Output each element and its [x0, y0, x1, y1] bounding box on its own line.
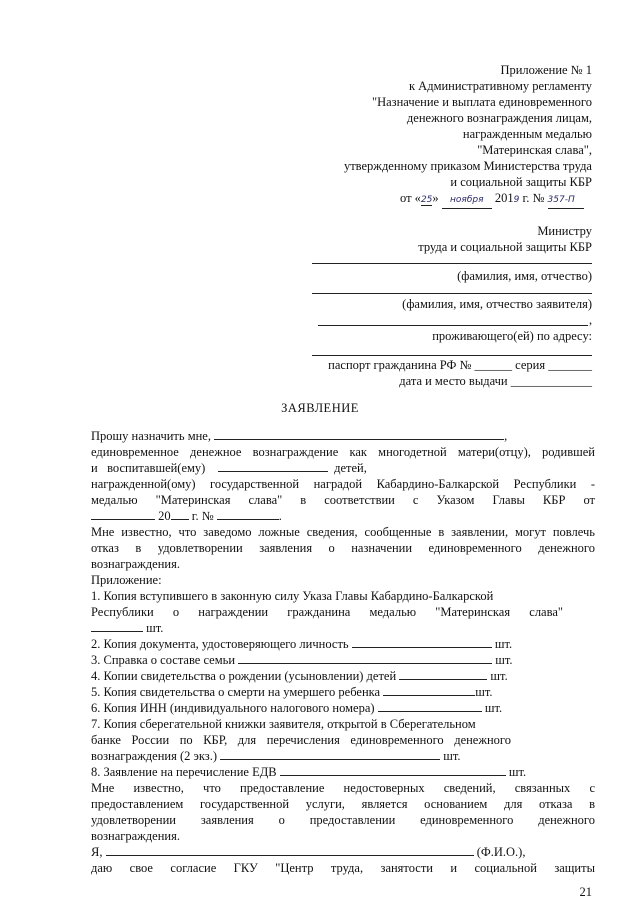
attachment-7-line-1: 7. Копия сберегательной книжки заявителя, открытой в Сберегательном [91, 717, 476, 731]
body-line-7: Мне известно, что заведомо ложные сведения, сообщенные в заявлении, могут повлечь [91, 525, 595, 539]
attachment-2: 2. Копия документа, удостоверяющего личность шт. [91, 637, 513, 651]
header-line: "Назначение и выплата единовременного [371, 95, 592, 109]
name-blank[interactable] [214, 428, 504, 440]
addressee-line2: труда и социальной защиты КБР [418, 240, 592, 254]
handwritten-number: 357-П [548, 192, 584, 209]
header-line: к Административному регламенту [408, 79, 592, 93]
page-number: 21 [579, 885, 592, 899]
comma: , [589, 313, 593, 327]
header-line: "Материнская слава", [477, 143, 592, 157]
applicant-fio-blank[interactable] [312, 293, 592, 294]
attachment-6: 6. Копия ИНН (индивидуального налогового номера) шт. [91, 701, 503, 715]
notice-line-1: Мне известно, что предоставление недостоверных сведений, связанных с [91, 781, 595, 795]
fio-blank[interactable] [312, 263, 592, 264]
consent-fio-blank[interactable] [106, 844, 474, 856]
children-count-blank[interactable] [218, 460, 328, 472]
body-line-8: отказ в удовлетворении заявления о назначении единовременного денежного [91, 541, 595, 555]
attachment-4: 4. Копии свидетельства о рождении (усыновлении) детей шт. [91, 669, 508, 683]
residing-caption: проживающего(ей) по адресу: [432, 329, 592, 343]
header-line: денежного вознаграждения лицам, [406, 111, 592, 125]
attachment-7-line-3: вознаграждения (2 экз.) шт. [91, 749, 461, 763]
attachment-5: 5. Копия свидетельства о смерти на умершего ребенка шт. [91, 685, 493, 699]
attachment-3: 3. Справка о составе семьи шт. [91, 653, 513, 667]
attachment-1-line-1: 1. Копия вступившего в законную силу Указа Главы Кабардино-Балкарской [91, 589, 494, 603]
header-line: утвержденному приказом Министерства труда [343, 159, 592, 173]
attachment-2-count[interactable] [352, 636, 492, 648]
attachment-4-count[interactable] [399, 668, 487, 680]
attachment-5-count[interactable] [383, 684, 475, 696]
decree-number-blank[interactable] [217, 508, 279, 520]
attachment-7-count[interactable] [220, 748, 440, 760]
addressee-line1: Министру [537, 224, 592, 238]
address-blank[interactable] [318, 325, 588, 326]
consent-line-2: даю свое согласие ГКУ "Центр труда, занятости и социальной защиты [91, 861, 595, 875]
body-line-4: награжденной(ому) государственной наградой Кабардино-Балкарской Республики - [91, 477, 595, 491]
attachment-1-line-2: Республики о награждении гражданина медалью "Материнская слава" [91, 605, 563, 619]
body-line-5: медалью "Материнская слава" в соответствии с Указом Главы КБР от [91, 493, 595, 507]
address-blank-2[interactable] [312, 355, 592, 356]
body-line-2: единовременное денежное вознаграждение как многодетной матери(отцу), родившей [91, 445, 595, 459]
attachment-8-count[interactable] [280, 764, 506, 776]
body-line-6: 20 г. № . [91, 508, 282, 524]
decree-year-blank[interactable] [171, 508, 189, 520]
document-title: ЗАЯВЛЕНИЕ [281, 401, 359, 415]
attachments-title: Приложение: [91, 573, 162, 587]
notice-line-4: вознаграждения. [91, 829, 180, 843]
consent-line-1: Я, (Ф.И.О.), [91, 845, 526, 859]
attachment-6-count[interactable] [378, 700, 482, 712]
applicant-fio-caption: (фамилия, имя, отчество заявителя) [402, 297, 592, 311]
handwritten-month: ноября [442, 192, 492, 209]
body-line-1: Прошу назначить мне, , [91, 429, 508, 443]
body-line-9: вознаграждения. [91, 557, 180, 571]
attachment-3-count[interactable] [238, 652, 492, 664]
decree-date-blank[interactable] [91, 508, 155, 520]
header-line: и социальной защиты КБР [450, 175, 592, 189]
body-line-3: и воспитавшей(ему) детей, [91, 461, 367, 475]
handwritten-day: 25 [420, 195, 433, 205]
attachment-7-line-2: банке России по КБР, для перечисления единовременного денежного [91, 733, 511, 747]
order-date-line: от «25» ноября 2019 г. № 357-П [400, 190, 584, 209]
header-line: Приложение № 1 [500, 63, 592, 77]
header-line: награжденным медалью [462, 127, 592, 141]
fio-caption: (фамилия, имя, отчество) [457, 269, 592, 283]
notice-line-2: предоставлением государственной услуги, является основанием для отказа в [91, 797, 595, 811]
handwritten-year: 9 [513, 195, 520, 205]
issue-line: дата и место выдачи _____________ [399, 374, 592, 388]
notice-line-3: удовлетворении заявления о предоставлении единовременного денежного [91, 813, 595, 827]
attachment-1-line-3: шт. [91, 620, 163, 636]
attachment-1-count[interactable] [91, 620, 143, 632]
attachment-8: 8. Заявление на перечисление ЕДВ шт. [91, 765, 527, 779]
passport-line: паспорт гражданина РФ № ______ серия _______ [328, 358, 592, 372]
